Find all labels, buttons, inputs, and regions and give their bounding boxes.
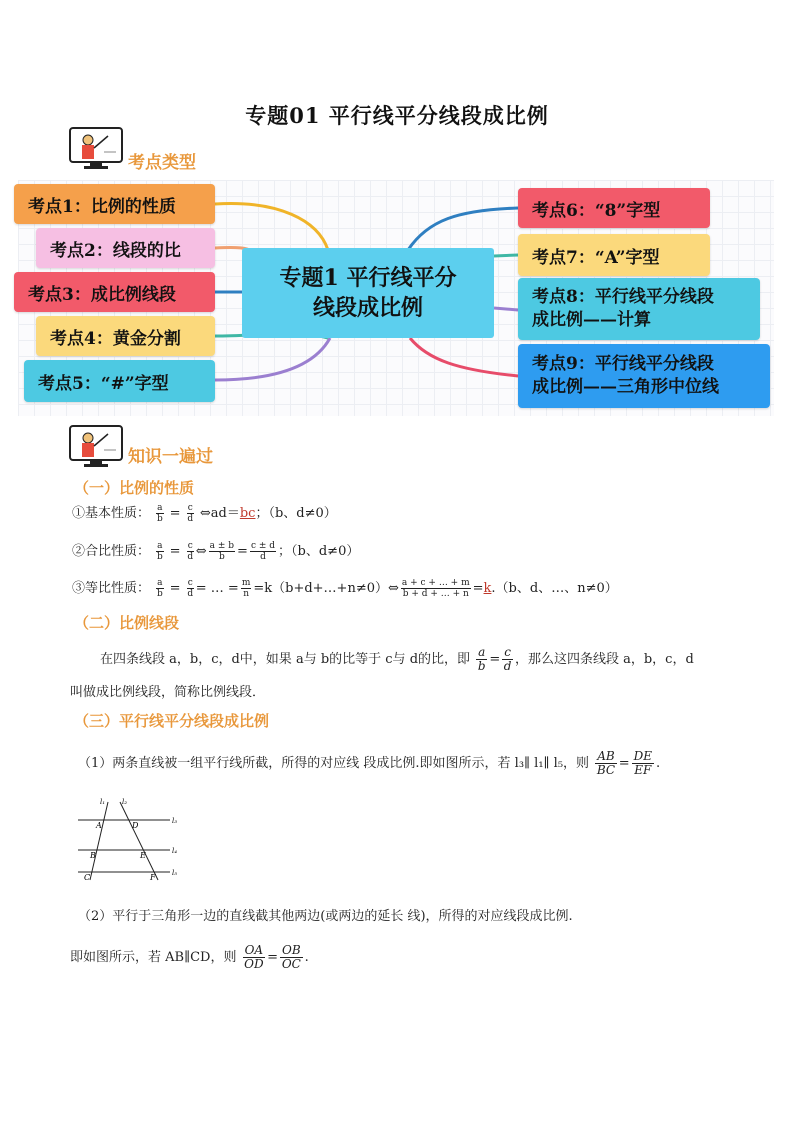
- fraction: $\frac{c}{d}$: [187, 541, 194, 562]
- mindmap-node-1[interactable]: [14, 184, 215, 224]
- highlight-answer: bc: [239, 506, 256, 521]
- figure-label: B: [90, 851, 96, 860]
- figure-label: D: [132, 821, 139, 830]
- page-title: 专题01 平行线平分线段成比例: [245, 103, 549, 128]
- fraction: $\frac{AB}{BC}$: [596, 749, 616, 777]
- theorem-text: （1）两条直线被一组平行线所截，所得的对应线 段成比例.即如图所示，若 l₃∥ l₁∥ l₅，则: [78, 756, 590, 771]
- mindmap-node-label: 考点8：平行线平分线段: [532, 287, 714, 307]
- property-equal-ratio: ③等比性质： $\frac{a}{b}$ = $\frac{c}{d}$ = … = $\frac{m}{n}$ =k（b+d+…+n≠0）⇔ $\frac{a + c + \dots + m}{b + d + \dots + n}$ =k.（b、d、…、n≠0）: [72, 578, 618, 599]
- figure-label: l₅: [172, 869, 178, 877]
- mindmap-node-label: 考点4：黄金分割: [50, 328, 181, 349]
- property-basic: ①基本性质： $\frac{a}{b}$ = $\frac{c}{d}$ ⇔ad＝bc；（b、d≠0）: [72, 503, 337, 524]
- fraction: $\frac{c}{d}$: [187, 578, 194, 599]
- mindmap-node-label: 成比例——三角形中位线: [532, 377, 719, 397]
- fraction: $\frac{DE}{EF}$: [633, 749, 652, 777]
- definition-line2: 叫做成比例线段，简称比例线段．: [70, 685, 266, 700]
- fraction: $\frac{a \pm b}{b}$: [209, 541, 235, 562]
- fraction: $\frac{OA}{OD}$: [244, 943, 264, 971]
- subheading-ratio-properties: （一）比例的性质: [74, 479, 195, 497]
- figure-label: A: [96, 821, 102, 830]
- fraction: $\frac{c}{d}$: [187, 503, 194, 524]
- property-text: ⇔ad＝: [199, 506, 240, 521]
- fraction: $\frac{OB}{OC}$: [281, 943, 301, 971]
- definition-text: 在四条线段 a，b，c，d中，如果 a与 b的比等于 c与 d的比，即: [100, 652, 471, 667]
- fraction: $\frac{a}{b}$: [156, 503, 163, 524]
- fraction: $\frac{m}{n}$: [241, 578, 251, 599]
- teacher-icon: [68, 126, 124, 174]
- mindmap-node-label: 成比例——计算: [532, 310, 651, 330]
- property-condition: ；（b、d≠0）: [255, 506, 337, 521]
- theorem-1: （1）两条直线被一组平行线所截，所得的对应线 段成比例.即如图所示，若 l₃∥ l₁∥ l₅，则 $\frac{AB}{BC}$ = $\frac{DE}{EF}$ .: [78, 749, 661, 777]
- mindmap-node-5[interactable]: [24, 360, 215, 402]
- fraction: $\frac{a}{b}$: [156, 541, 163, 562]
- figure-label: l₂: [122, 798, 128, 806]
- definition-line1: 在四条线段 a，b，c，d中，如果 a与 b的比等于 c与 d的比，即 $\frac{a}{b}$ = $\frac{c}{d}$ ，那么这四条线段 a，b，c，d: [100, 645, 694, 673]
- theorem-2-statement: 即如图所示，若 AB∥CD，则 $\frac{OA}{OD}$ = $\frac{OB}{OC}$ .: [70, 943, 309, 971]
- section-heading-knowledge: 知识一遍过: [128, 447, 213, 467]
- parallel-lines-figure: [74, 796, 184, 890]
- mindmap-node-6[interactable]: [518, 188, 710, 228]
- figure-label: C: [84, 873, 91, 882]
- property-condition: .（b、d、…、n≠0）: [491, 581, 618, 596]
- subheading-proportional-segments: （二）比例线段: [74, 614, 180, 632]
- mindmap-node-2[interactable]: [36, 228, 215, 268]
- mindmap-center[interactable]: [242, 248, 494, 338]
- figure-label: F: [150, 873, 156, 882]
- mindmap-node-9[interactable]: [518, 344, 770, 408]
- property-text: =k（b+d+…+n≠0）⇔: [253, 581, 399, 596]
- fraction: $\frac{c \pm d}{d}$: [250, 541, 276, 562]
- subheading-parallel-lines: （三）平行线平分线段成比例: [74, 712, 270, 730]
- mindmap-node-label: 考点1：比例的性质: [28, 196, 176, 217]
- property-label: ②合比性质：: [72, 544, 151, 559]
- mindmap-node-8[interactable]: [518, 278, 760, 340]
- definition-text: ，那么这四条线段 a，b，c，d: [514, 652, 694, 667]
- fraction: $\frac{a + c + \dots + m}{b + d + \dots + n}$: [401, 578, 470, 599]
- teacher-icon: [68, 424, 124, 472]
- mindmap-node-label: 考点7：“A”字型: [532, 247, 660, 268]
- mindmap-node-label: 考点9：平行线平分线段: [532, 354, 714, 374]
- figure-label: E: [140, 851, 146, 860]
- figure-label: l₄: [172, 847, 178, 855]
- section-heading-types: 考点类型: [128, 153, 196, 173]
- mindmap-center-line2: 线段成比例: [312, 295, 423, 321]
- property-condition: ；（b、d≠0）: [278, 544, 360, 559]
- mindmap-center-line1: 专题1 平行线平分: [279, 265, 457, 291]
- mind-map: [18, 180, 774, 416]
- figure-label: l₁: [100, 798, 106, 806]
- fraction: $\frac{a}{b}$: [477, 645, 486, 673]
- highlight-answer: k: [483, 581, 492, 596]
- fraction: $\frac{c}{d}$: [503, 645, 512, 673]
- mindmap-node-4[interactable]: [36, 316, 215, 356]
- mindmap-node-7[interactable]: [518, 234, 710, 276]
- fraction: $\frac{a}{b}$: [156, 578, 163, 599]
- mindmap-node-3[interactable]: [14, 272, 215, 312]
- theorem-2: （2）平行于三角形一边的直线截其他两边(或两边的延长 线)，所得的对应线段成比例.: [78, 909, 573, 924]
- figure-label: l₃: [172, 817, 178, 825]
- property-sum: ②合比性质： $\frac{a}{b}$ = $\frac{c}{d}$ ⇔ $\frac{a \pm b}{b}$ = $\frac{c \pm d}{d}$ ；（b、d≠0）: [72, 541, 360, 562]
- property-label: ③等比性质：: [72, 581, 151, 596]
- mindmap-node-label: 考点6：“8”字型: [532, 200, 661, 221]
- mindmap-node-label: 考点3：成比例线段: [28, 284, 176, 305]
- property-label: ①基本性质：: [72, 506, 151, 521]
- mindmap-node-label: 考点2：线段的比: [50, 240, 181, 261]
- mindmap-node-label: 考点5：“#”字型: [38, 373, 169, 394]
- theorem-text: 即如图所示，若 AB∥CD，则: [70, 950, 237, 965]
